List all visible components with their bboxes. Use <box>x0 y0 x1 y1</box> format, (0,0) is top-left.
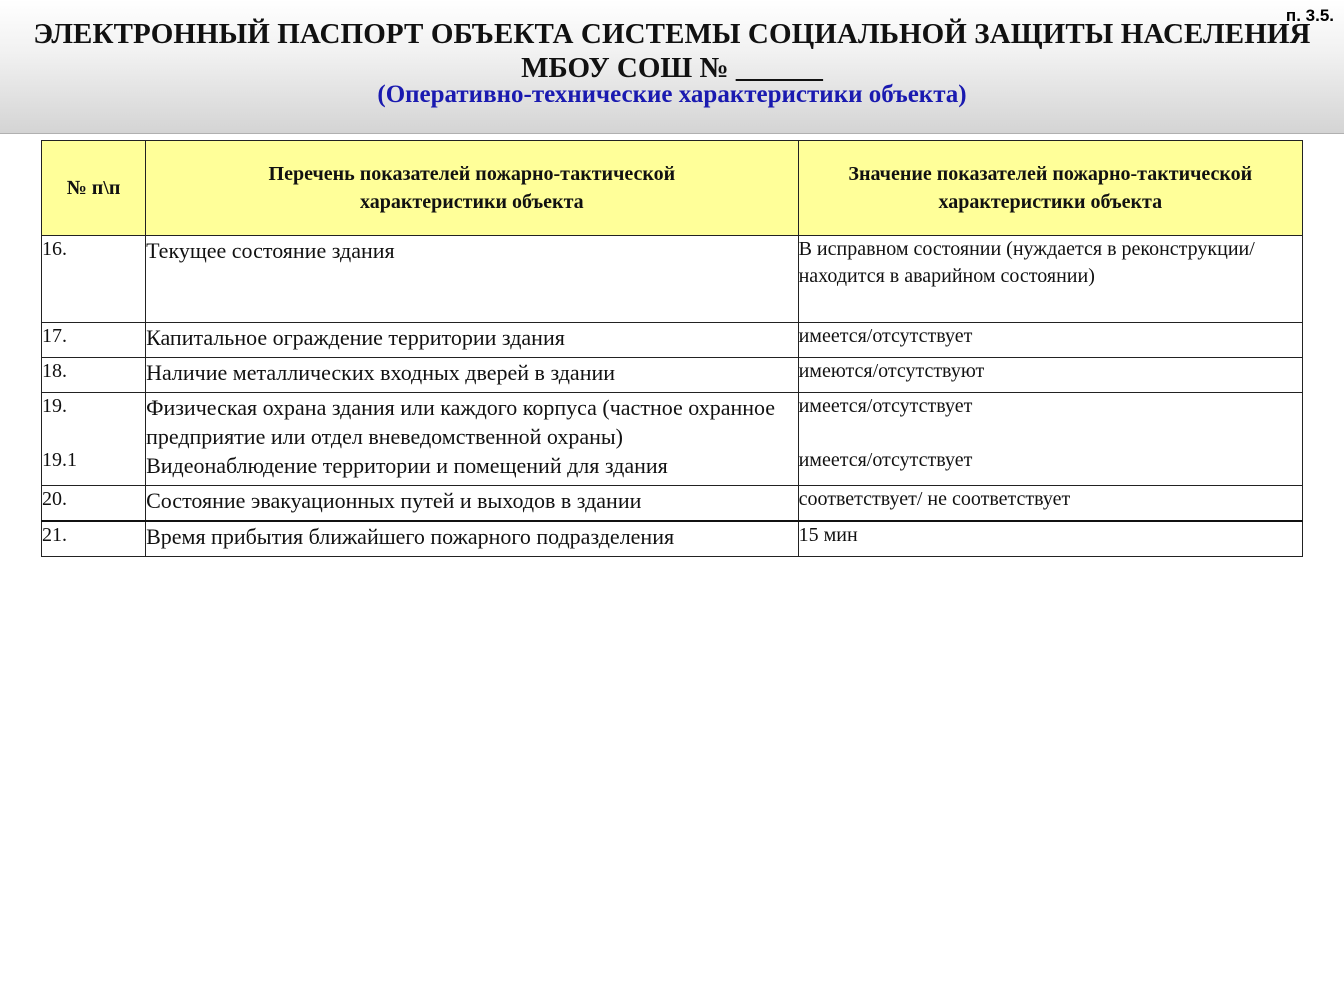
slide-header <box>0 0 1344 134</box>
page-subtitle: (Оперативно-технические характеристики объекта) <box>377 81 967 108</box>
page-title: ЭЛЕКТРОННЫЙ ПАСПОРТ ОБЪЕКТА СИСТЕМЫ СОЦИАЛЬНОЙ ЗАЩИТЫ НАСЕЛЕНИЯ <box>33 18 1311 50</box>
row-indicator: Время прибытия ближайшего пожарного подразделения <box>146 521 799 557</box>
row-number-cell <box>42 393 146 486</box>
row-value: имеется/отсутствует <box>798 323 1302 358</box>
table-row <box>42 486 1303 522</box>
row-number: 19. <box>42 395 67 417</box>
row-value: 15 мин <box>798 521 1302 557</box>
row-number: 18. <box>42 358 146 393</box>
row-indicator: Физическая охрана здания или каждого корпуса (частное охранное предприятие или отдел вневедомственной охраны) <box>146 395 776 449</box>
characteristics-table <box>41 140 1303 557</box>
row-value: имеются/отсутствуют <box>798 358 1302 393</box>
row-number: 16. <box>42 236 146 323</box>
row-subnumber: 19.1 <box>42 449 77 471</box>
row-indicator: Капитальное ограждение территории здания <box>146 323 799 358</box>
spacer <box>42 420 145 447</box>
row-value: В исправном состоянии (нуждается в реконструкции/находится в аварийном состоянии) <box>798 236 1302 323</box>
table-row <box>42 323 1303 358</box>
row-subindicator: Видеонаблюдение территории и помещений для здания <box>146 453 668 478</box>
row-indicator: Наличие металлических входных дверей в здании <box>146 358 799 393</box>
table-row <box>42 358 1303 393</box>
table-row <box>42 393 1303 486</box>
row-subvalue: имеется/отсутствует <box>798 449 973 471</box>
header-name: Перечень показателей пожарно-тактической характеристики объекта <box>146 141 799 236</box>
spacer <box>799 420 1302 447</box>
row-value: имеется/отсутствует <box>798 395 973 417</box>
row-number: 17. <box>42 323 146 358</box>
row-number: 20. <box>42 486 146 522</box>
row-value-cell <box>798 393 1302 486</box>
row-indicator: Состояние эвакуационных путей и выходов в здании <box>146 486 799 522</box>
header-value: Значение показателей пожарно-тактической характеристики объекта <box>798 141 1302 236</box>
row-value: соответствует/ не соответствует <box>798 486 1302 522</box>
table-header-row <box>42 141 1303 236</box>
page-reference: п. 3.5. <box>1285 6 1334 25</box>
row-indicator-cell <box>146 393 799 486</box>
table-row <box>42 521 1303 557</box>
table-row <box>42 236 1303 323</box>
header-num: № п\п <box>42 141 146 236</box>
row-number: 21. <box>42 521 146 557</box>
school-title: МБОУ СОШ № ______ <box>521 52 823 84</box>
row-indicator: Текущее состояние здания <box>146 236 799 323</box>
